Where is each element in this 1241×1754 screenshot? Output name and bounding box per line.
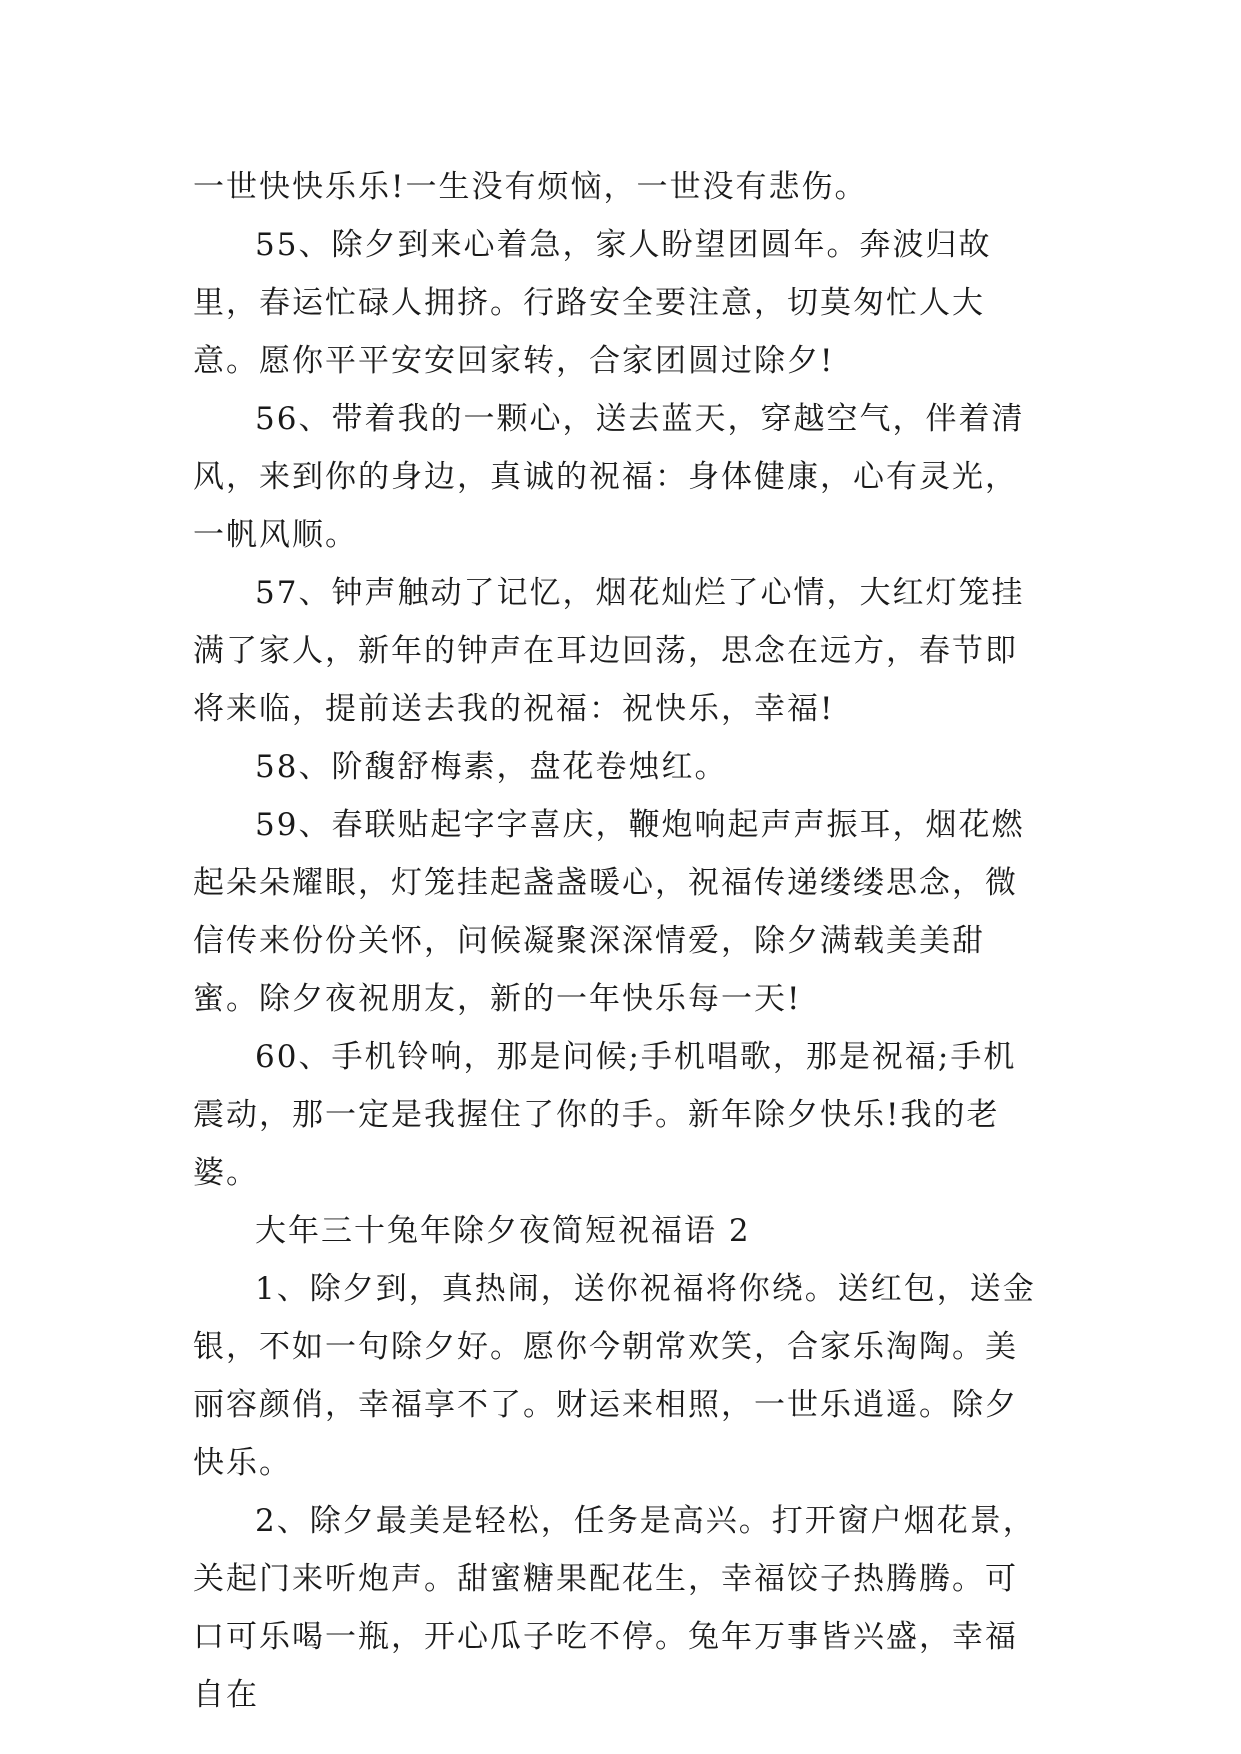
paragraph-item-55: 55、除夕到来心着急，家人盼望团圆年。奔波归故里，春运忙碌人拥挤。行路安全要注意，切莫匆忙人大意。愿你平平安安回家转，合家团圆过除夕! (193, 227, 992, 379)
paragraph-item-1: 1、除夕到，真热闹，送你祝福将你绕。送红包，送金银，不如一句除夕好。愿你今朝常欢笑，合家乐淘陶。美丽容颜俏，幸福享不了。财运来相照，一世乐逍遥。除夕快乐。 (193, 1271, 1036, 1481)
paragraph-continuation: 一世快快乐乐!一生没有烦恼，一世没有悲伤。 (193, 169, 868, 205)
paragraph-item-57: 57、钟声触动了记忆，烟花灿烂了心情，大红灯笼挂满了家人，新年的钟声在耳边回荡，思念在远方，春节即将来临，提前送去我的祝福：祝快乐，幸福! (193, 575, 1025, 727)
paragraph-item-59: 59、春联贴起字字喜庆，鞭炮响起声声振耳，烟花燃起朵朵耀眼，灯笼挂起盏盏暖心，祝福传递缕缕思念，微信传来份份关怀，问候凝聚深深情爱，除夕满载美美甜蜜。除夕夜祝朋友，新的一年快乐每一天! (193, 807, 1025, 1017)
paragraph-item-60: 60、手机铃响，那是问候;手机唱歌，那是祝福;手机震动，那一定是我握住了你的手。新年除夕快乐!我的老婆。 (193, 1039, 1017, 1191)
paragraph-item-58: 58、阶馥舒梅素，盘花卷烛红。 (255, 749, 728, 785)
paragraph-item-2: 2、除夕最美是轻松，任务是高兴。打开窗户烟花景，关起门来听炮声。甜蜜糖果配花生，幸福饺子热腾腾。可口可乐喝一瓶，开心瓜子吃不停。兔年万事皆兴盛，幸福自在 (193, 1503, 1036, 1713)
section-heading: 大年三十兔年除夕夜简短祝福语 2 (255, 1213, 751, 1249)
document-page (193, 158, 1049, 1724)
paragraph-item-56: 56、带着我的一颗心，送去蓝天，穿越空气，伴着清风，来到你的身边，真诚的祝福：身体健康，心有灵光，一帆风顺。 (193, 401, 1025, 553)
